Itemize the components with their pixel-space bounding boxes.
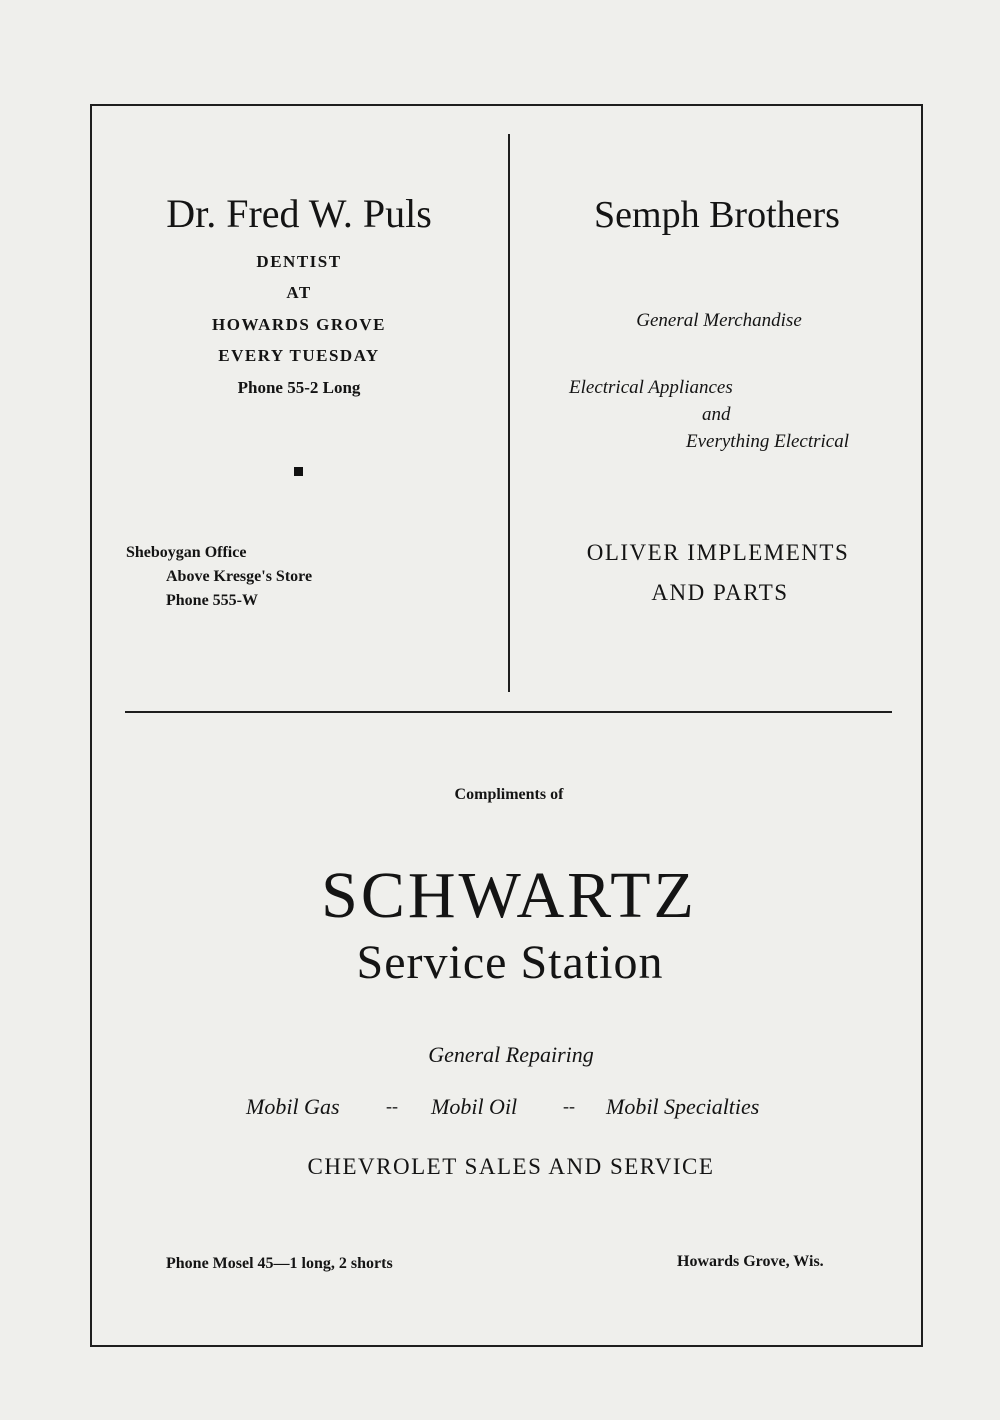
dentist-office-title: Sheboygan Office <box>126 544 247 561</box>
semph-everything-electrical: Everything Electrical <box>686 431 850 452</box>
schwartz-chevrolet: CHEVROLET SALES AND SERVICE <box>307 1154 715 1179</box>
schwartz-name: SCHWARTZ <box>321 859 697 932</box>
semph-oliver-implements: OLIVER IMPLEMENTS <box>586 540 850 565</box>
semph-electrical-appliances: Electrical Appliances <box>569 377 733 398</box>
schwartz-compliments: Compliments of <box>454 786 564 803</box>
dentist-location: HOWARDS GROVE <box>212 315 386 334</box>
square-bullet-icon <box>294 467 303 476</box>
semph-and: and <box>702 404 731 425</box>
schwartz-location: Howards Grove, Wis. <box>677 1253 824 1270</box>
dentist-office-phone: Phone 555-W <box>166 592 258 609</box>
schwartz-separator-2: -- <box>563 1096 575 1116</box>
schwartz-phone: Phone Mosel 45—1 long, 2 shorts <box>166 1255 393 1272</box>
dentist-at: AT <box>286 283 312 302</box>
schwartz-general-repairing: General Repairing <box>428 1042 594 1067</box>
horizontal-divider <box>125 711 892 713</box>
schwartz-separator-1: -- <box>386 1096 398 1116</box>
vertical-divider <box>508 134 510 692</box>
schwartz-subtitle: Service Station <box>356 936 664 989</box>
dentist-schedule: EVERY TUESDAY <box>218 346 380 365</box>
schwartz-mobil-gas: Mobil Gas <box>246 1094 340 1119</box>
dentist-phone: Phone 55-2 Long <box>237 378 361 397</box>
semph-and-parts: AND PARTS <box>651 580 789 605</box>
semph-general-merchandise: General Merchandise <box>636 310 802 331</box>
schwartz-mobil-specialties: Mobil Specialties <box>606 1094 760 1119</box>
schwartz-mobil-oil: Mobil Oil <box>431 1094 518 1119</box>
dentist-office-address: Above Kresge's Store <box>166 568 313 585</box>
semph-name: Semph Brothers <box>594 194 840 236</box>
dentist-profession: DENTIST <box>256 252 342 271</box>
dentist-name: Dr. Fred W. Puls <box>166 191 432 236</box>
